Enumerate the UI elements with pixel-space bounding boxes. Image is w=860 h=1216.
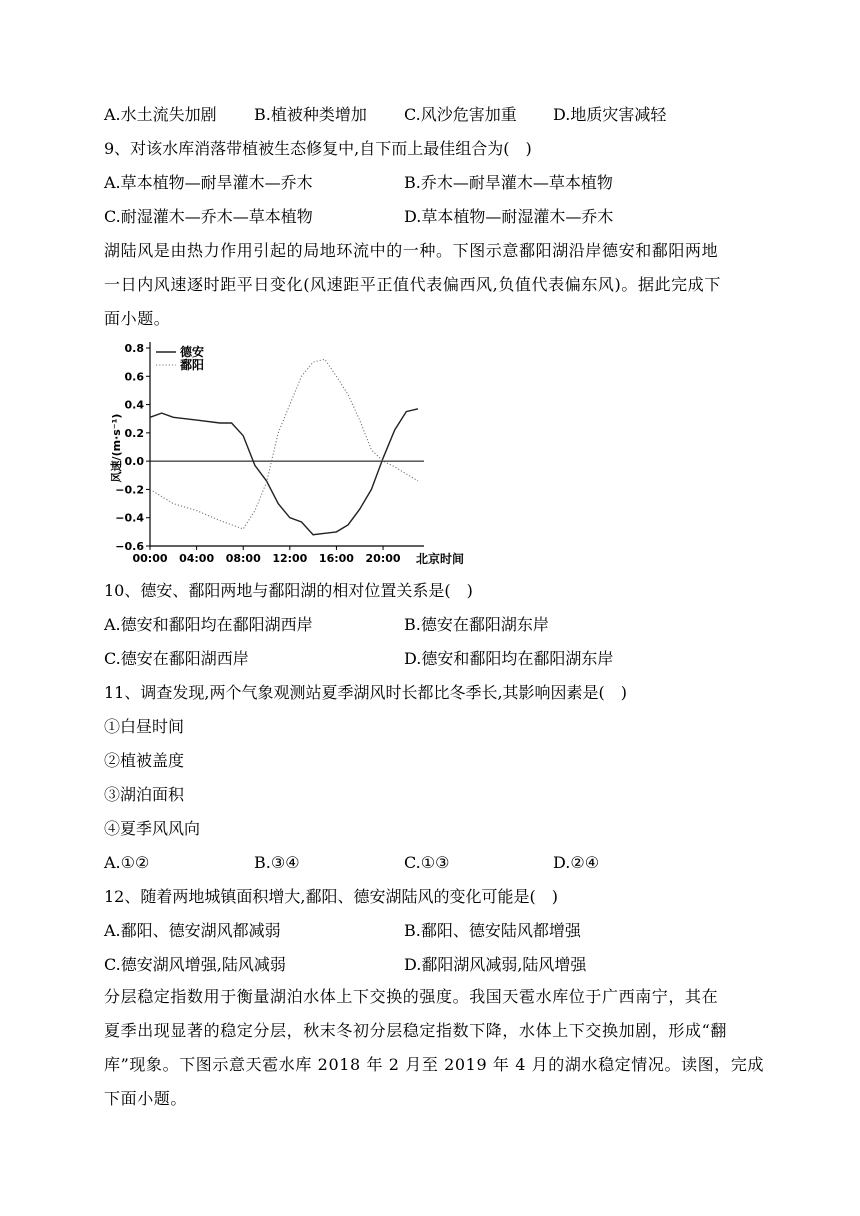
chart-legend (156, 344, 204, 372)
y-tick-label: 0.0 (124, 455, 144, 469)
q10-option-c: C.德安在鄱阳湖西岸 (104, 649, 249, 668)
intro-paragraph-reservoir-stratification (104, 980, 765, 1116)
q9-option-a: A.草本植物—耐旱灌木—乔木 (104, 173, 313, 192)
q9-option-c: C.耐湿灌木—乔木—草本植物 (104, 207, 313, 226)
q9-option-b: B.乔木—耐旱灌木—草本植物 (404, 173, 613, 192)
q11-option-d: D.②④ (553, 853, 600, 872)
series-line-dean (150, 409, 418, 535)
y-tick-label: 0.6 (124, 370, 144, 384)
q12-option-d: D.鄱阳湖风减弱,陆风增强 (404, 955, 587, 974)
q11-item-2: ②植被盖度 (104, 751, 185, 770)
q12-option-b: B.鄱阳、德安陆风都增强 (404, 921, 581, 940)
wind-speed-anomaly-chart (104, 336, 464, 572)
x-tick-label: 04:00 (179, 552, 215, 565)
q8-option-c: C.风沙危害加重 (404, 105, 517, 124)
x-tick-label: 12:00 (272, 552, 308, 565)
y-axis-label-text: 风速/(m·s⁻¹) (110, 413, 123, 483)
intro1-line: 一日内风速逐时距平日变化(风速距平正值代表偏西风,负值代表偏东风)。据此完成下 (104, 275, 721, 294)
q11-item-4: ④夏季风风向 (104, 819, 201, 838)
q12-option-c: C.德安湖风增强,陆风减弱 (104, 955, 286, 974)
chart-ticks (115, 342, 401, 565)
q11-item-3: ③湖泊面积 (104, 785, 185, 804)
y-tick-label: 0.8 (124, 342, 144, 355)
y-tick-label: −0.2 (115, 483, 144, 497)
q12-stem: 12、随着两地城镇面积增大,鄱阳、德安湖陆风的变化可能是( ) (104, 887, 558, 906)
q11-item-1: ①白昼时间 (104, 717, 185, 736)
q10-option-b: B.德安在鄱阳湖东岸 (404, 615, 549, 634)
x-tick-label: 00:00 (132, 552, 168, 565)
q11-option-c: C.①③ (404, 853, 450, 872)
y-tick-label: 0.4 (124, 398, 144, 412)
intro2-line: 夏季出现显著的稳定分层，秋末冬初分层稳定指数下降，水体上下交换加剧，形成“翻 (104, 1021, 727, 1040)
q10-stem: 10、德安、鄱阳两地与鄱阳湖的相对位置关系是( ) (104, 581, 473, 600)
q9-stem: 9、对该水库消落带植被生态修复中,自下而上最佳组合为( ) (104, 139, 532, 158)
q11-option-a: A.①② (104, 853, 150, 872)
legend-label: 德安 (180, 345, 205, 359)
q11-stem: 11、调查发现,两个气象观测站夏季湖风时长都比冬季长,其影响因素是( ) (104, 683, 628, 702)
x-tick-label: 20:00 (365, 552, 401, 565)
intro2-line: 分层稳定指数用于衡量湖泊水体上下交换的强度。我国天雹水库位于广西南宁，其在 (104, 987, 719, 1006)
x-axis-label: 北京时间 (416, 552, 464, 566)
q10-option-d: D.德安和鄱阳均在鄱阳湖东岸 (404, 649, 614, 668)
q8-option-a: A.水土流失加剧 (104, 105, 217, 124)
y-tick-label: −0.4 (115, 511, 144, 525)
y-axis-label (109, 414, 123, 483)
intro2-line: 下面小题。 (104, 1089, 188, 1108)
intro1-line: 湖陆风是由热力作用引起的局地环流中的一种。下图示意鄱阳湖沿岸德安和鄱阳两地 (104, 241, 719, 260)
q11-option-b: B.③④ (254, 853, 300, 872)
x-tick-label: 16:00 (318, 552, 354, 565)
q8-option-d: D.地质灾害减轻 (553, 105, 667, 124)
chart-axes (150, 342, 424, 546)
intro1-line: 面小题。 (104, 309, 171, 328)
y-tick-label: 0.2 (124, 426, 144, 440)
q12-option-a: A.鄱阳、德安湖风都减弱 (104, 921, 281, 940)
y-tick-label: −0.6 (115, 540, 144, 553)
chart-series (150, 359, 418, 534)
x-tick-label: 08:00 (225, 552, 261, 565)
q10-option-a: A.德安和鄱阳均在鄱阳湖西岸 (104, 615, 313, 634)
series-line-poyang (150, 359, 418, 529)
intro2-line: 库”现象。下图示意天雹水库 2018 年 2 月至 2019 年 4 月的湖水稳定情况。读图，完成 (104, 1055, 765, 1074)
q8-option-b: B.植被种类增加 (254, 105, 367, 124)
legend-label: 鄱阳 (180, 358, 205, 372)
q9-option-d: D.草本植物—耐湿灌木—乔木 (404, 207, 614, 226)
intro-paragraph-lake-land-breeze (104, 234, 756, 336)
